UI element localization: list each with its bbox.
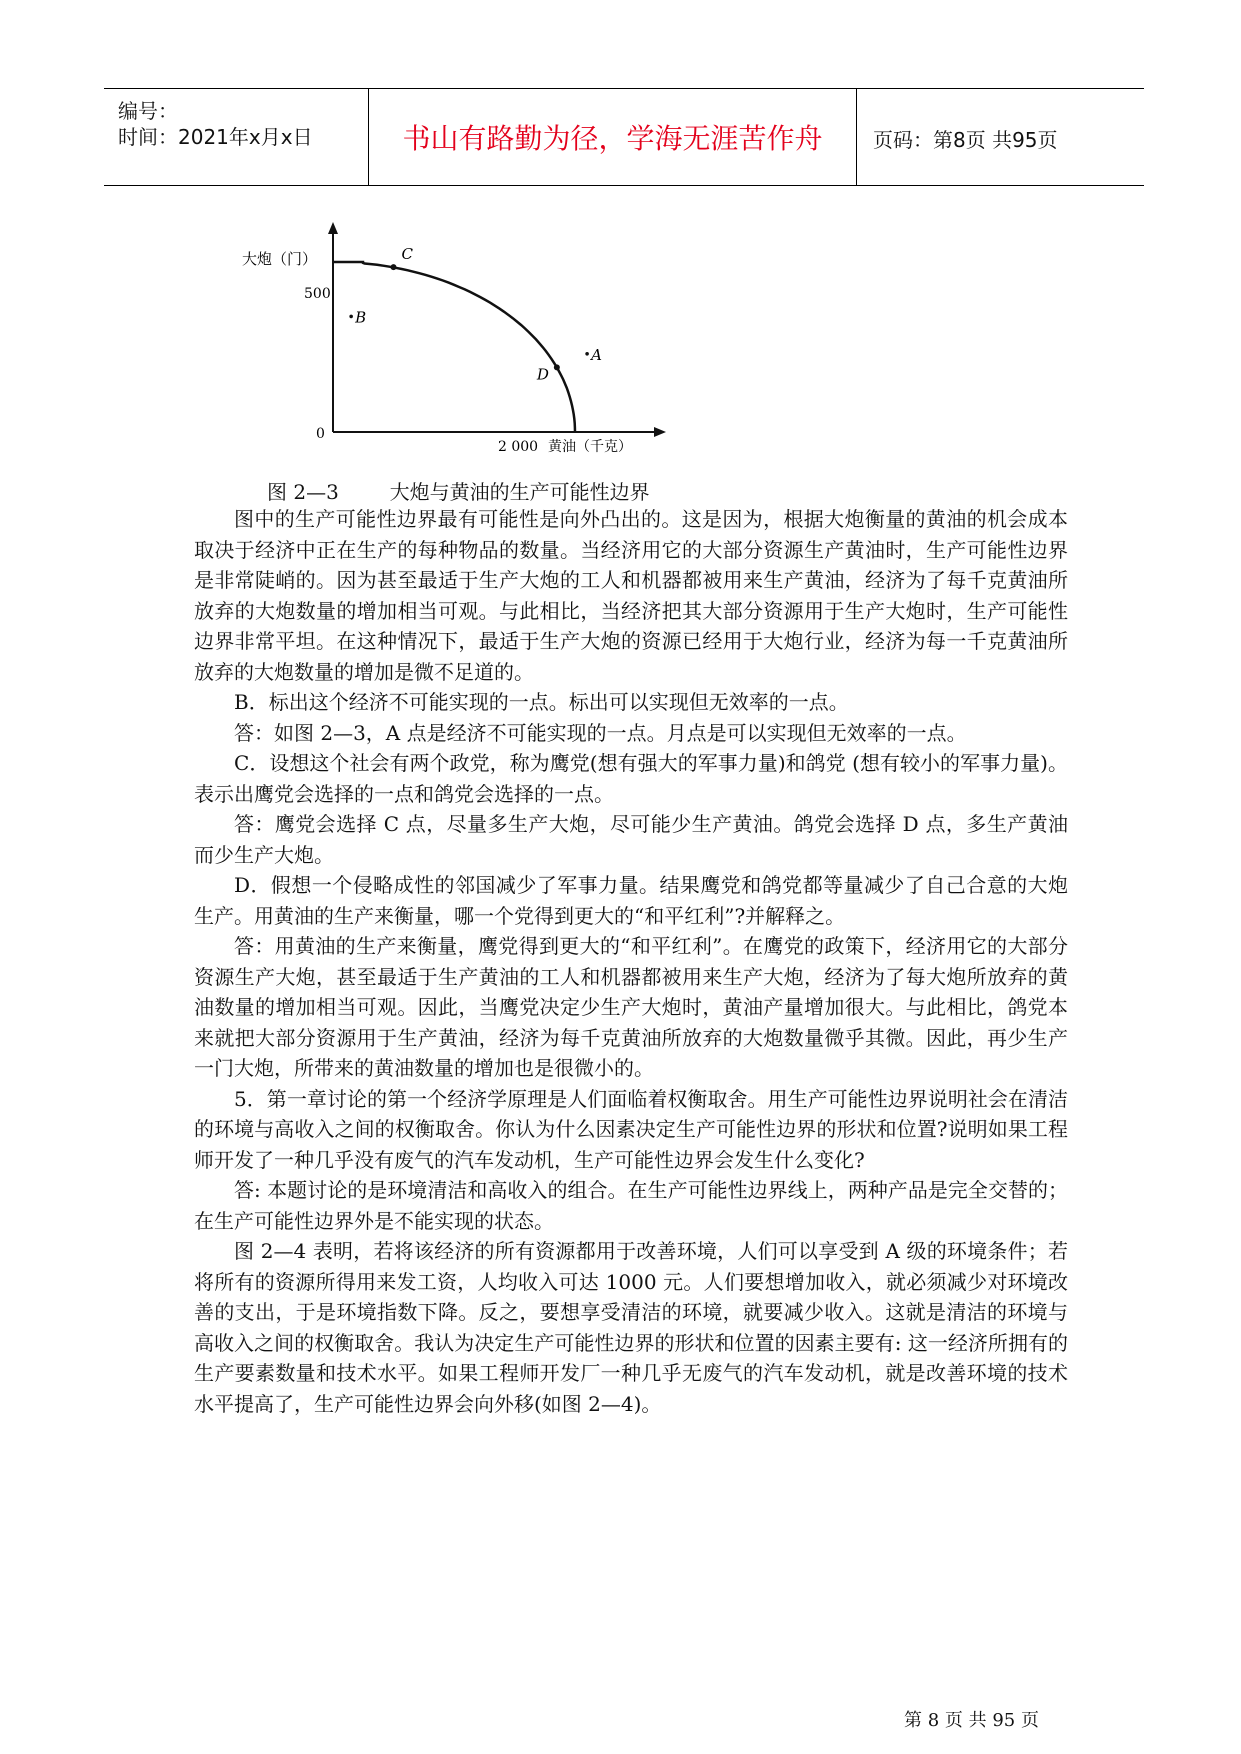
y-tick-500: 500: [304, 286, 331, 302]
point-b-marker: [349, 315, 353, 319]
y-axis-arrow: [328, 222, 338, 234]
point-b-label: B: [355, 308, 367, 327]
point-c-marker: [391, 264, 397, 270]
paragraph: B．标出这个经济不可能实现的一点。标出可以实现但无效率的一点。: [234, 690, 849, 714]
point-a-label: A: [591, 345, 602, 364]
paragraph: 答: 本题讨论的是环境清洁和高收入的组合。在生产可能性边界线上，两种产品是完全交替的；在生产可能性边界外是不能实现的状态。: [194, 1178, 1068, 1233]
paragraph: 5．第一章讨论的第一个经济学原理是人们面临着权衡取舍。用生产可能性边界说明社会在清洁的环境与高收入之间的权衡取舍。你认为什么因素决定生产可能性边界的形状和位置?说明如果工程师开发了一种几乎没有废气的汽车发动机，生产可能性边界会发生什么变化?: [194, 1086, 1068, 1172]
page-label: 页码：第8页 共95页: [873, 128, 1058, 152]
y-axis-label: 大炮（门）: [242, 250, 318, 268]
header-left-cell: [104, 89, 368, 185]
point-d-label: D: [536, 365, 549, 384]
ppf-curve: [333, 262, 575, 432]
x-axis-arrow: [654, 427, 666, 437]
page-footer: 第 8 页 共 95 页: [904, 1710, 1039, 1731]
paragraph: 答：用黄油的生产来衡量，鹰党得到更大的“和平红利”。在鹰党的政策下，经济用它的大部分资源生产大炮，甚至最适于生产黄油的工人和机器都被用来生产大炮，经济为了每大炮所放弃的黄油数量的增加相当可观。因此，当鹰党决定少生产大炮时，黄油产量增加很大。与此相比，鸽党本来就把大部分资源用于生产黄油，经济为每千克黄油所放弃的大炮数量微乎其微。因此，再少生产一门大炮，所带来的黄油数量的增加也是很微小的。: [194, 934, 1068, 1080]
page-header: [104, 88, 1144, 186]
motto-text: 书山有路勤为径，学海无涯苦作舟: [402, 122, 823, 155]
ppf-chart: [230, 222, 670, 462]
paragraph: D．假想一个侵略成性的邻国减少了军事力量。结果鹰党和鸽党都等量减少了自己合意的大炮生产。用黄油的生产来衡量，哪一个党得到更大的“和平红利”?并解释之。: [194, 873, 1068, 928]
paragraph: 图 2—4 表明，若将该经济的所有资源都用于改善环境，人们可以享受到 A 级的环境条件；若将所有的资源所得用来发工资，人均收入可达 1000 元。人们要想增加收入，就必须减少对环境改善的支出，于是环境指数下降。反之，要想享受清洁的环境，就要减少收入。这就是清洁的环境与高收入之间的权衡取舍。我认为决定生产可能性边界的形状和位置的因素主要有: 这一经济所拥有的生产要素数量和技术水平。如果工程师开发厂一种几乎无废气的汽车发动机，就是改善环境的技术水平提高了，生产可能性边界会向外移(如图 2—4)。: [194, 1239, 1068, 1416]
paragraph: C．设想这个社会有两个政党，称为鹰党(想有强大的军事力量)和鸽党 (想有较小的军事力量)。表示出鹰党会选择的一点和鸽党会选择的一点。: [194, 751, 1068, 806]
x-tick-2000: 2 000: [498, 439, 539, 455]
header-middle-cell: [368, 89, 857, 185]
figure-caption: 图 2—3 大炮与黄油的生产可能性边界: [267, 480, 650, 504]
paragraph: 答：鹰党会选择 C 点，尽量多生产大炮，尽可能少生产黄油。鸽党会选择 D 点，多生产黄油而少生产大炮。: [194, 812, 1068, 867]
time-label: 时间：2021年x月x日: [118, 125, 313, 149]
point-a-marker: [585, 352, 589, 356]
paragraph: 答：如图 2—3，A 点是经济不可能实现的一点。月点是可以实现但无效率的一点。: [234, 720, 967, 745]
point-c-label: C: [401, 245, 413, 264]
ppf-figure: [230, 222, 670, 462]
header-right-cell: [857, 89, 1144, 185]
number-label: 编号：: [118, 99, 178, 123]
origin-label: 0: [316, 426, 325, 442]
point-d-marker: [554, 364, 560, 370]
paragraph: 图中的生产可能性边界最有可能性是向外凸出的。这是因为，根据大炮衡量的黄油的机会成本取决于经济中正在生产的每种物品的数量。当经济用它的大部分资源生产黄油时，生产可能性边界是非常陡峭的。因为甚至最适于生产大炮的工人和机器都被用来生产黄油，经济为了每千克黄油所放弃的大炮数量的增加相当可观。与此相比，当经济把其大部分资源用于生产大炮时，生产可能性边界非常平坦。在这种情况下，最适于生产大炮的资源已经用于大炮行业，经济为每一千克黄油所放弃的大炮数量的增加是微不足道的。: [194, 507, 1068, 684]
x-axis-label: 黄油（千克）: [548, 439, 632, 455]
body-text: [194, 504, 1068, 1419]
